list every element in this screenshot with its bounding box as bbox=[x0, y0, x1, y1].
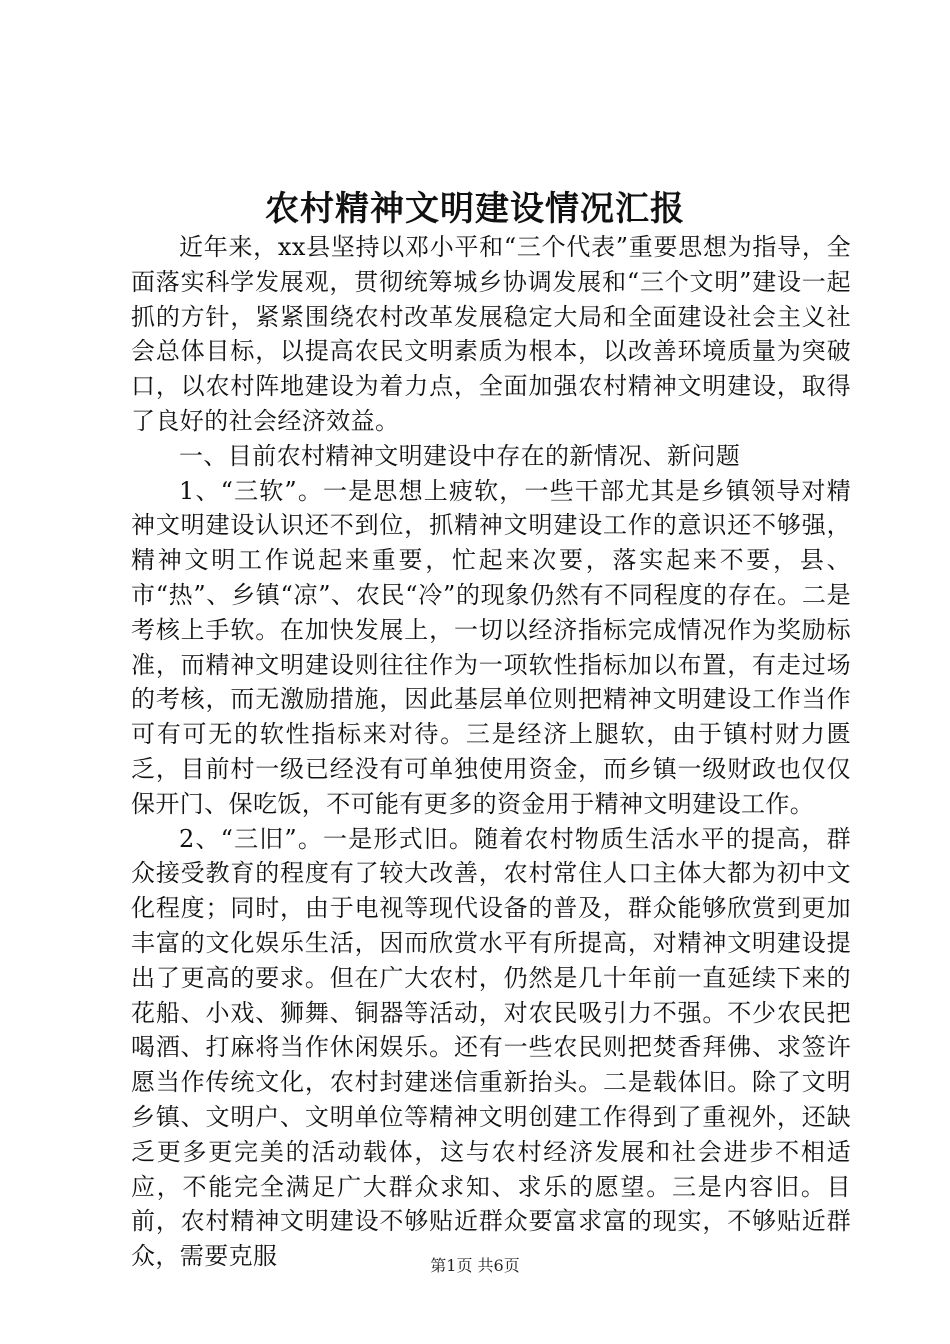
section-heading: 一、目前农村精神文明建设中存在的新情况、新问题 bbox=[179, 441, 741, 470]
paragraph-san-ruan: 1、“三软”。一是思想上疲软，一些干部尤其是乡镇领导对精神文明建设认识还不到位，抓精神文明建设工作的意识还不够强，精神文明工作说起来重要，忙起来次要，落实起来不要，县、市“热”、乡镇“凉”、农民“冷”的现象仍然有不同程度的存在。二是考核上手软。在加快发展上，一切以经济指标完成情况作为奖励标准，而精神文明建设则往往作为一项软性指标加以布置，有走过场的考核，而无激励措施，因此基层单位则把精神文明建设工作当作可有可无的软性指标来对待。三是经济上腿软，由于镇村财力匮乏，目前村一级已经没有可单独使用资金，而乡镇一级财政也仅仅保开门、保吃饭，不可能有更多的资金用于精神文明建设工作。 bbox=[131, 476, 851, 818]
document-title: 农村精神文明建设情况汇报 bbox=[265, 189, 685, 229]
page-footer: 第1页 共6页 bbox=[430, 1256, 520, 1275]
paragraph-san-jiu: 2、“三旧”。一是形式旧。随着农村物质生活水平的提高，群众接受教育的程度有了较大改善，农村常住人口主体大都为初中文化程度；同时，由于电视等现代设备的普及，群众能够欣赏到更加丰富的文化娱乐生活，因而欣赏水平有所提高，对精神文明建设提出了更高的要求。但在广大农村，仍然是几十年前一直延续下来的花船、小戏、狮舞、铜器等活动，对农民吸引力不强。不少农民把喝酒、打麻将当作休闲娱乐。还有一些农民则把焚香拜佛、求签许愿当作传统文化，农村封建迷信重新抬头。二是载体旧。除了文明乡镇、文明户、文明单位等精神文明创建工作得到了重视外，还缺乏更多更完美的活动载体，这与农村经济发展和社会进步不相适应，不能完全满足广大群众求知、求乐的愿望。三是内容旧。目前，农村精神文明建设不够贴近群众要富求富的现实，不够贴近群众，需要克服 bbox=[131, 824, 851, 1271]
paragraph-intro: 近年来，xx县坚持以邓小平和“三个代表”重要思想为指导，全面落实科学发展观，贯彻统筹城乡协调发展和“三个文明”建设一起抓的方针，紧紧围绕农村改革发展稳定大局和全面建设社会主义社会总体目标，以提高农民文明素质为根本，以改善环境质量为突破口，以农村阵地建设为着力点，全面加强农村精神文明建设，取得了良好的社会经济效益。 bbox=[131, 233, 851, 435]
document-body bbox=[131, 230, 851, 1274]
